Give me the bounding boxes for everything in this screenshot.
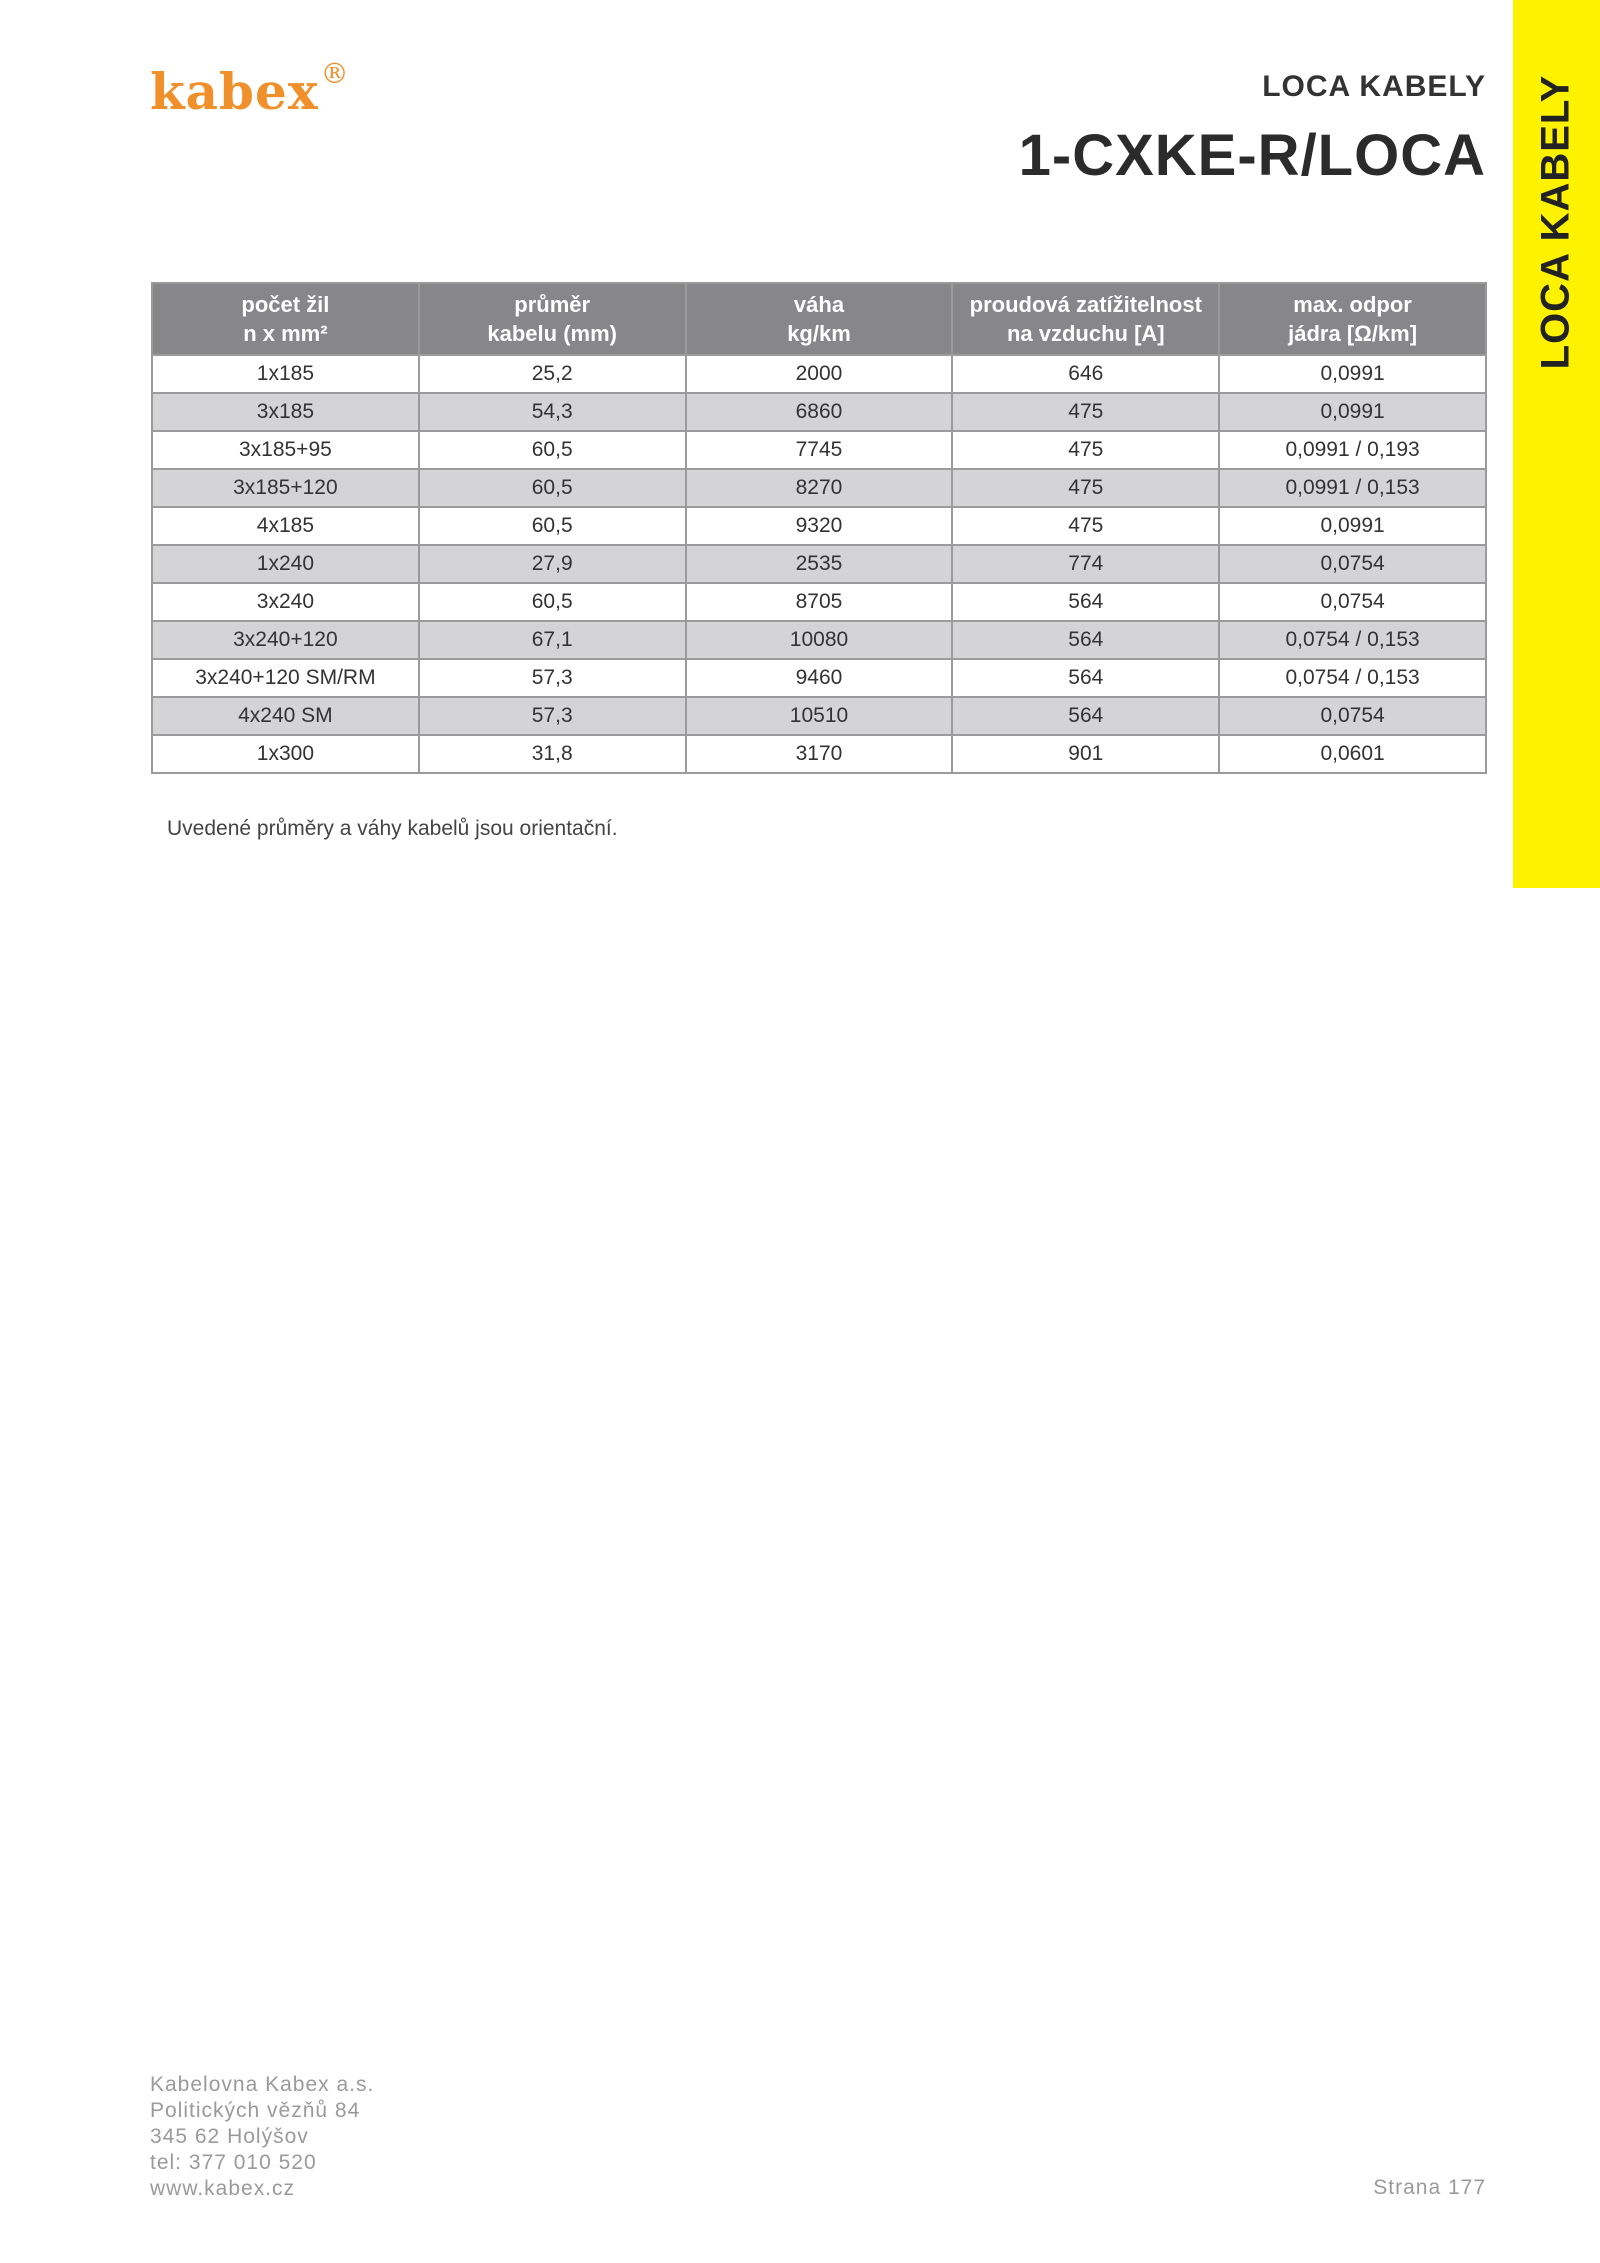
cell-current: 564 xyxy=(952,697,1219,735)
cell-diameter: 60,5 xyxy=(419,469,686,507)
cell-current: 475 xyxy=(952,507,1219,545)
table-note: Uvedené průměry a váhy kabelů jsou orientační. xyxy=(167,817,618,840)
table-row xyxy=(152,393,1486,431)
cell-diameter: 60,5 xyxy=(419,507,686,545)
cell-resistance: 0,0991 / 0,153 xyxy=(1219,469,1486,507)
cell-weight: 10080 xyxy=(686,621,953,659)
table-row xyxy=(152,697,1486,735)
cell-weight: 10510 xyxy=(686,697,953,735)
cell-current: 774 xyxy=(952,545,1219,583)
cell-cores: 3x185 xyxy=(152,393,419,431)
cell-weight: 7745 xyxy=(686,431,953,469)
table-row xyxy=(152,469,1486,507)
cell-resistance: 0,0991 / 0,193 xyxy=(1219,431,1486,469)
cell-diameter: 31,8 xyxy=(419,735,686,773)
product-title: 1-CXKE-R/LOCA xyxy=(1018,123,1486,188)
cell-diameter: 67,1 xyxy=(419,621,686,659)
cell-weight: 8270 xyxy=(686,469,953,507)
cell-cores: 4x185 xyxy=(152,507,419,545)
cell-weight: 2000 xyxy=(686,355,953,393)
cell-weight: 2535 xyxy=(686,545,953,583)
cell-current: 564 xyxy=(952,659,1219,697)
cell-resistance: 0,0991 xyxy=(1219,393,1486,431)
logo-text: kabex xyxy=(150,62,319,121)
cell-current: 475 xyxy=(952,393,1219,431)
cell-current: 564 xyxy=(952,583,1219,621)
cable-spec-table xyxy=(151,282,1487,774)
cell-diameter: 54,3 xyxy=(419,393,686,431)
cell-cores: 3x240+120 SM/RM xyxy=(152,659,419,697)
table-row xyxy=(152,355,1486,393)
table-row xyxy=(152,583,1486,621)
table-row xyxy=(152,621,1486,659)
cell-cores: 1x240 xyxy=(152,545,419,583)
cell-current: 475 xyxy=(952,431,1219,469)
cell-resistance: 0,0991 xyxy=(1219,507,1486,545)
page-number: Strana 177 xyxy=(1373,2176,1486,2199)
cell-weight: 6860 xyxy=(686,393,953,431)
cell-diameter: 57,3 xyxy=(419,659,686,697)
header-diameter: průměr kabelu (mm) xyxy=(419,283,686,355)
cell-resistance: 0,0754 xyxy=(1219,697,1486,735)
cell-diameter: 60,5 xyxy=(419,583,686,621)
cell-resistance: 0,0754 / 0,153 xyxy=(1219,659,1486,697)
street-address: Politických vězňů 84 xyxy=(150,2099,361,2122)
header-current-rating: proudová zatížitelnost na vzduchu [A] xyxy=(952,283,1219,355)
registered-mark: ® xyxy=(320,57,350,91)
footer-address xyxy=(150,2072,374,2202)
cell-resistance: 0,0754 xyxy=(1219,583,1486,621)
header-cores: počet žil n x mm² xyxy=(152,283,419,355)
cell-diameter: 60,5 xyxy=(419,431,686,469)
cell-cores: 3x240 xyxy=(152,583,419,621)
cell-resistance: 0,0991 xyxy=(1219,355,1486,393)
cell-current: 901 xyxy=(952,735,1219,773)
website-link[interactable]: www.kabex.cz xyxy=(150,2177,296,2200)
cell-resistance: 0,0754 xyxy=(1219,545,1486,583)
table-header-row xyxy=(152,283,1486,355)
table-row xyxy=(152,659,1486,697)
cell-resistance: 0,0601 xyxy=(1219,735,1486,773)
header-resistance: max. odpor jádra [Ω/km] xyxy=(1219,283,1486,355)
header-weight: váha kg/km xyxy=(686,283,953,355)
city-address: 345 62 Holýšov xyxy=(150,2125,309,2148)
cell-weight: 8705 xyxy=(686,583,953,621)
cell-current: 646 xyxy=(952,355,1219,393)
cell-cores: 3x185+95 xyxy=(152,431,419,469)
company-name: Kabelovna Kabex a.s. xyxy=(150,2073,375,2096)
table-row xyxy=(152,431,1486,469)
cell-weight: 9320 xyxy=(686,507,953,545)
cell-diameter: 57,3 xyxy=(419,697,686,735)
cell-diameter: 27,9 xyxy=(419,545,686,583)
cell-cores: 3x240+120 xyxy=(152,621,419,659)
category-title: LOCA KABELY xyxy=(1262,70,1486,103)
side-tab-label: LOCA KABELY xyxy=(1533,74,1578,370)
cell-diameter: 25,2 xyxy=(419,355,686,393)
cell-cores: 3x185+120 xyxy=(152,469,419,507)
phone-number: tel: 377 010 520 xyxy=(150,2151,317,2174)
kabex-logo xyxy=(150,57,350,121)
table-row xyxy=(152,545,1486,583)
cell-cores: 1x300 xyxy=(152,735,419,773)
cell-weight: 9460 xyxy=(686,659,953,697)
table-row xyxy=(152,507,1486,545)
cell-current: 475 xyxy=(952,469,1219,507)
cell-cores: 4x240 SM xyxy=(152,697,419,735)
cell-cores: 1x185 xyxy=(152,355,419,393)
table-row xyxy=(152,735,1486,773)
cell-current: 564 xyxy=(952,621,1219,659)
cell-resistance: 0,0754 / 0,153 xyxy=(1219,621,1486,659)
cell-weight: 3170 xyxy=(686,735,953,773)
